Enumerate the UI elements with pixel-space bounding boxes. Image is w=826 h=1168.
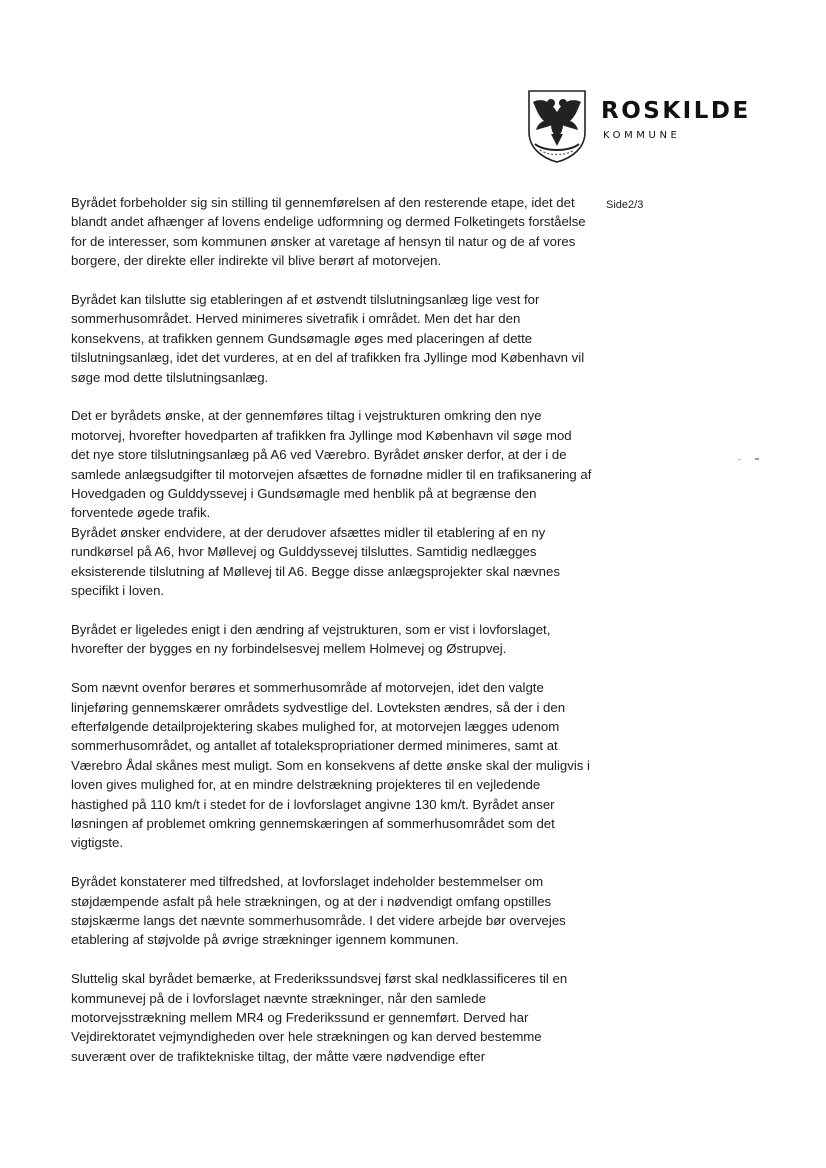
paragraph: Byrådet forbeholder sig sin stilling til gennemførelsen af den resterende etape, idet det blandt andet afhænger af lovens endelige udformning og dermed Folketingets forståelse for de interesser, som kommunen ønsker at varetage af hensyn til natur og de af vores borgere, der direkte eller indirekte vil blive berørt af motorvejen. bbox=[71, 195, 586, 269]
letter-body bbox=[71, 193, 593, 1086]
organization-subtitle: KOMMUNE bbox=[603, 130, 681, 141]
page-number: Side2/3 bbox=[606, 199, 644, 211]
paragraph: Byrådet kan tilslutte sig etableringen af et østvendt tilslutningsanlæg lige vest for sommerhusområdet. Herved minimeres sivetrafik i området. Men det har den konsekvens, at trafikken gennem Gundsømagle øges med placeringen af dette tilslutningsanlæg, idet det vurderes, at en del af trafikken fra Jyllinge mod København vil søge mod dette tilslutningsanlæg. bbox=[71, 292, 585, 385]
scan-artifact bbox=[738, 458, 760, 461]
paragraph: Sluttelig skal byrådet bemærke, at Frederikssundsvej først skal nedklassificeres til en kommunevej på de i lovforslaget nævnte strækninger, når den samlede motorvejsstrækning mellem MR4 og Frederikssund er gennemført. Derved har Vejdirektoratet vejmyndigheden over hele strækningen og kan derved bestemme suverænt over de trafiktekniske tiltag, der måtte være nødvendige efter bbox=[71, 971, 568, 1064]
letterhead bbox=[526, 86, 766, 166]
paragraph: Byrådet ønsker endvidere, at der derudover afsættes midler til etablering af en ny rundkørsel på A6, hvor Møllevej og Gulddyssevej tilsluttes. Samtidig nedlægges eksisterende tilslutning af Møllevej til A6. Begge disse anlægsprojekter skal nævnes specifikt i loven. bbox=[71, 524, 560, 599]
eagle-crest-icon bbox=[526, 88, 588, 164]
paragraph: Byrådet er ligeledes enigt i den ændring af vejstrukturen, som er vist i lovforslaget, hvorefter der bygges en ny forbindelsesvej mellem Holmevej og Østrupvej. bbox=[71, 621, 551, 657]
paragraph: Byrådet konstaterer med tilfredshed, at lovforslaget indeholder bestemmelser om støjdæmpende asfalt på hele strækningen, og at der i nødvendigt omfang opstilles støjskærme langs det nævnte sommerhusområde. I det videre arbejde bør overvejes etablering af støjvolde på øvrige strækninger igennem kommunen. bbox=[71, 874, 566, 948]
paragraph: Som nævnt ovenfor berøres et sommerhusområde af motorvejen, idet den valgte linjeføring gennemskærer områdets sydvestlige del. Lovteksten ændres, så der i den efterfølgende detailprojektering skabes mulighed for, at motorvejen lægges udenom sommerhusområdet, og antallet af totalekspropriationer dermed minimeres, samt at Værebro Ådal skånes mest muligt. Som en konsekvens af dette ønske skal der muligvis i loven gives mulighed for, at en mindre delstrækning projekteres til en vejledende hastighed på 110 km/t i stedet for de i lovforslaget angivne 130 km/t. Byrådet anser løsningen af problemet omkring gennemskæringen af sommerhusområdet som det vigtigste. bbox=[71, 680, 590, 851]
organization-name: ROSKILDE bbox=[601, 98, 751, 124]
paragraph: Det er byrådets ønske, at der gennemføres tiltag i vejstrukturen omkring den nye motorvej, hvorefter hovedparten af trafikken fra Jyllinge mod København vil søge mod det nye store tilslutningsanlæg på A6 ved Værebro. Byrådet ønsker derfor, at der i de samlede anlægsudgifter til motorvejen afsættes de fornødne midler til en trafiksanering af Hovedgaden og Gulddyssevej i Gundsømagle med henblik på at begrænse den forventede øgede trafik. bbox=[71, 408, 592, 521]
